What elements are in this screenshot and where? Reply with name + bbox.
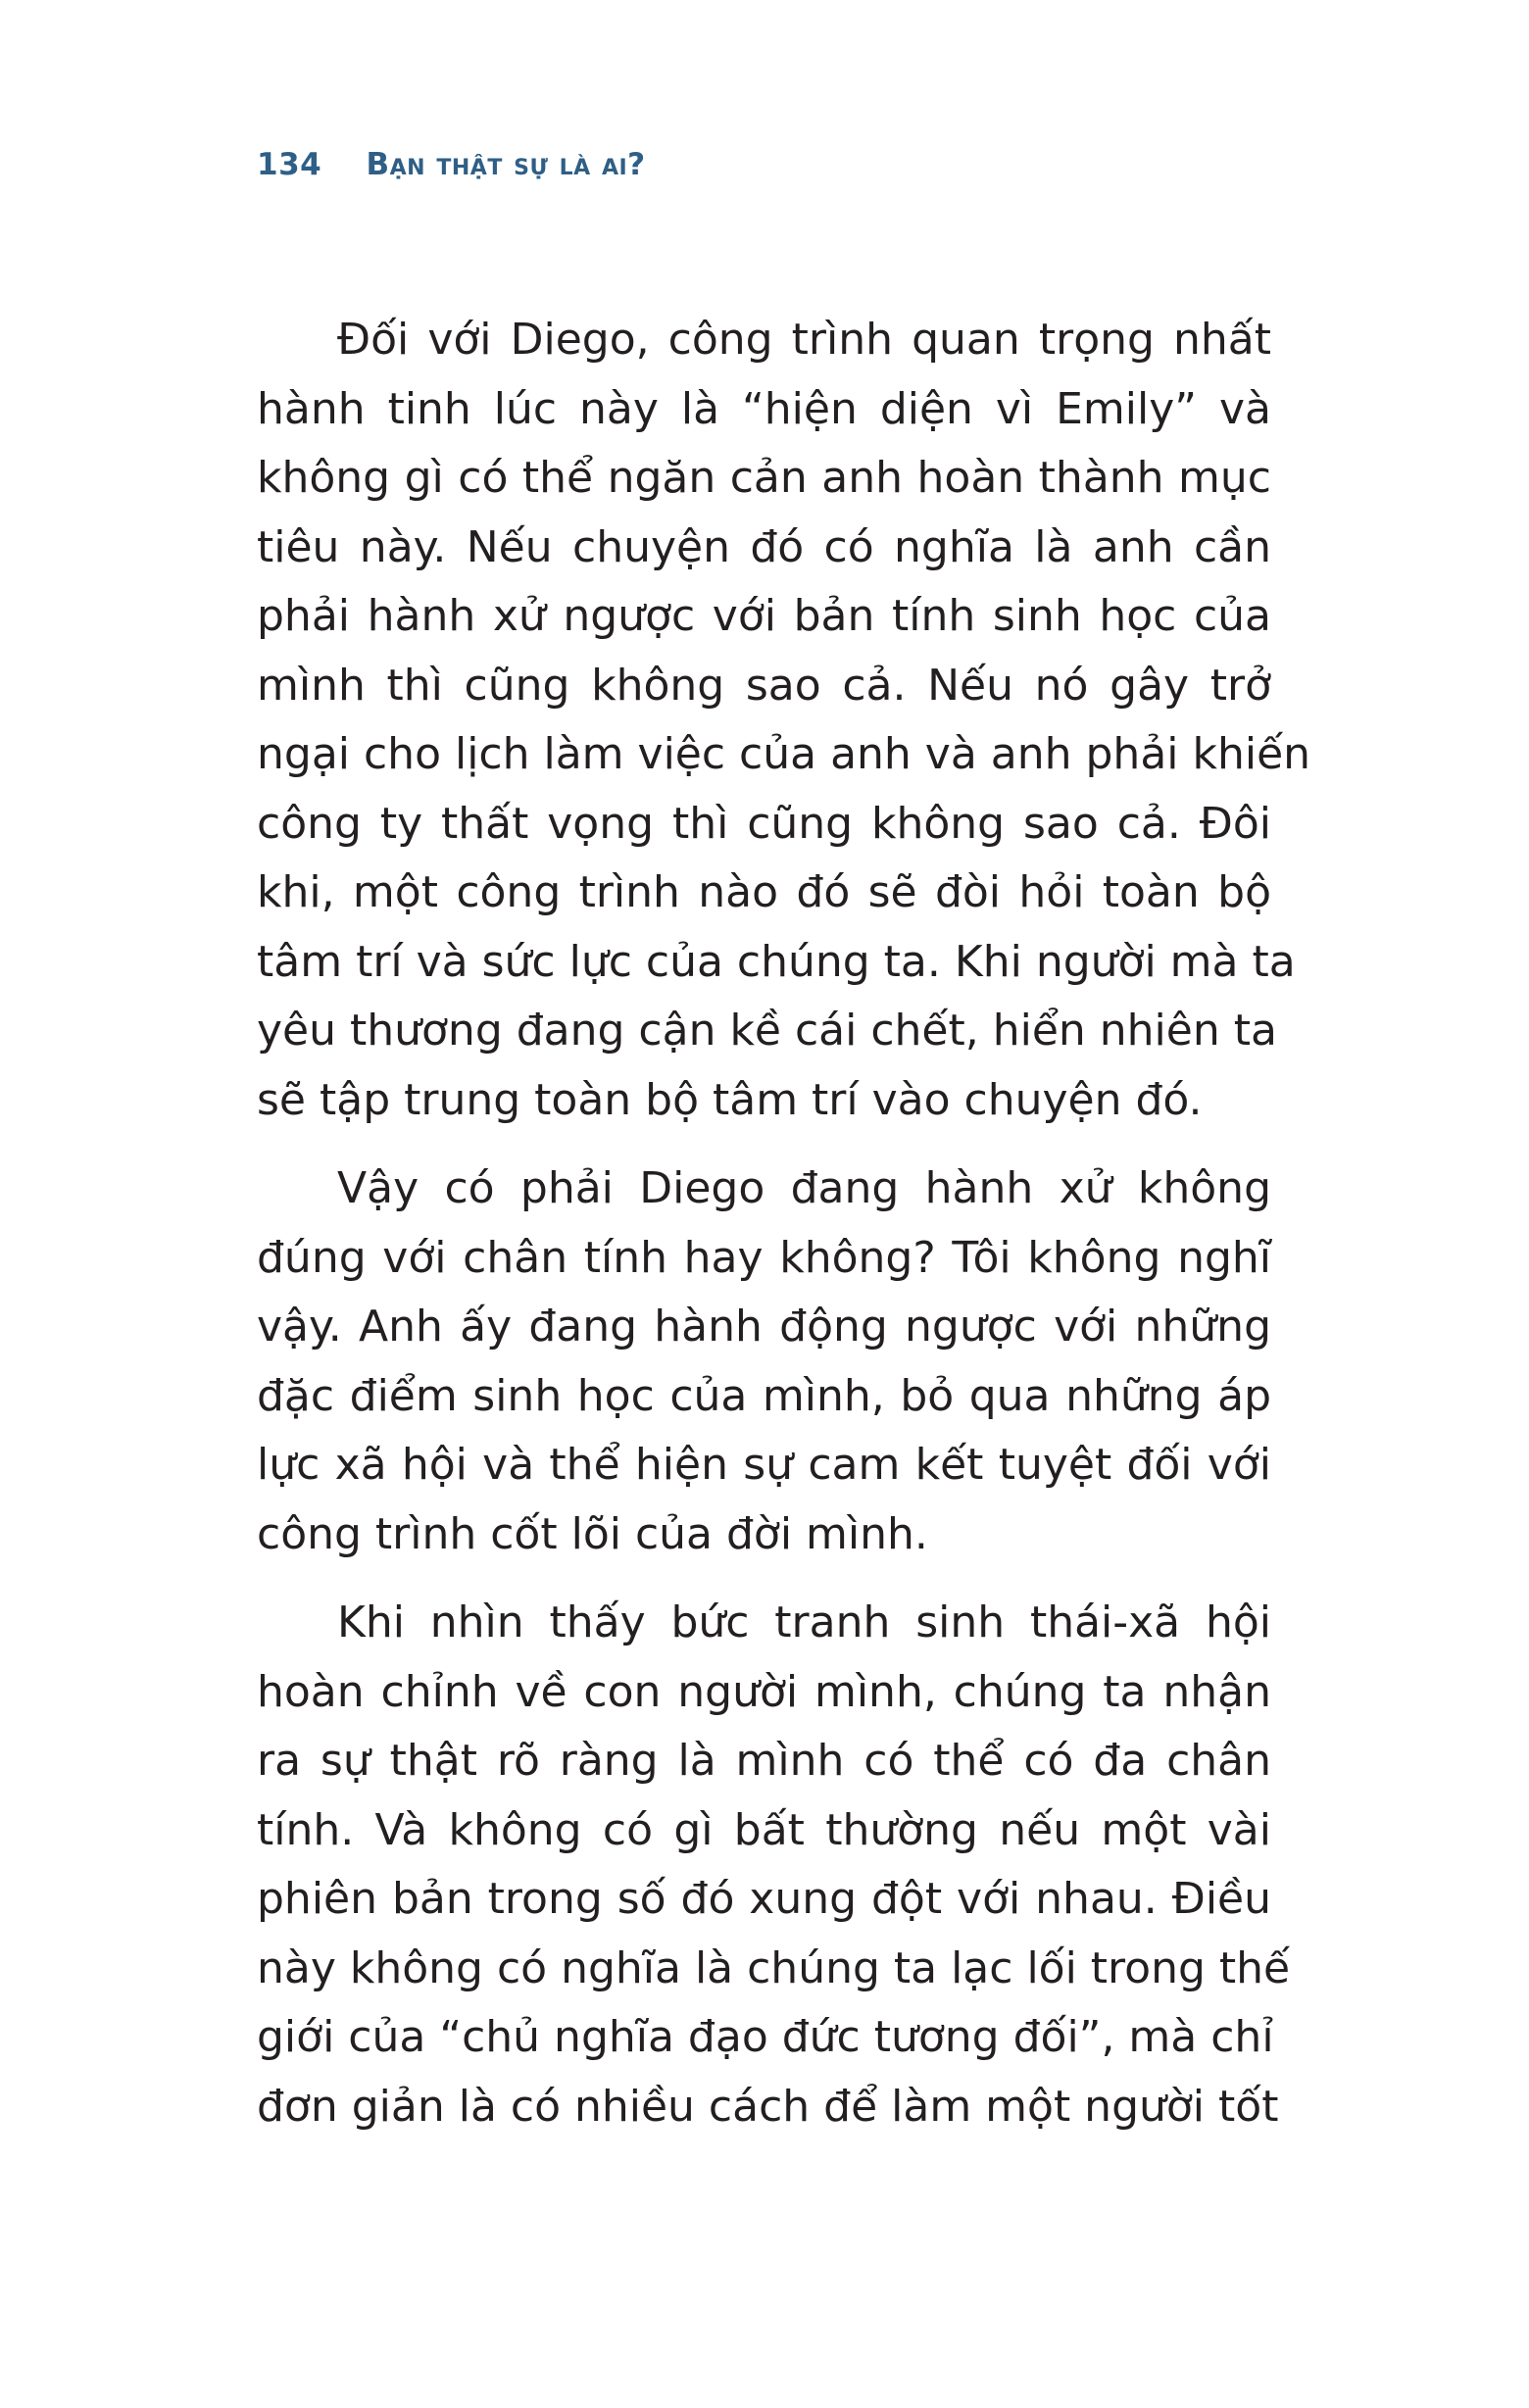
- paragraph-1: [257, 306, 1311, 1135]
- text-line: công ty thất vọng thì cũng không sao cả. Đôi: [257, 798, 1271, 849]
- text-line: tiêu này. Nếu chuyện đó có nghĩa là anh cần: [257, 521, 1271, 572]
- text-line: ra sự thật rõ ràng là mình có thể có đa chân: [257, 1736, 1271, 1786]
- text-line: không gì có thể ngăn cản anh hoàn thành mục: [257, 453, 1271, 503]
- text-line: mình thì cũng không sao cả. Nếu nó gây trở: [257, 660, 1271, 711]
- text-line: tính. Và không có gì bất thường nếu một vài: [257, 1804, 1271, 1855]
- text-line: đúng với chân tính hay không? Tôi không nghĩ: [257, 1232, 1271, 1283]
- text-line: ngại cho lịch làm việc của anh và anh phải khiến: [257, 729, 1311, 779]
- text-line: yêu thương đang cận kề cái chết, hiển nhiên ta: [257, 1006, 1277, 1056]
- text-line: đơn giản là có nhiều cách để làm một người tốt: [257, 2081, 1279, 2132]
- text-line: Đối với Diego, công trình quan trọng nhất: [337, 315, 1271, 365]
- text-line: phải hành xử ngược với bản tính sinh học của: [257, 591, 1271, 641]
- text-line: đặc điểm sinh học của mình, bỏ qua những áp: [257, 1370, 1271, 1421]
- text-line: vậy. Anh ấy đang hành động ngược với những: [257, 1302, 1271, 1351]
- text-line: hành tinh lúc này là “hiện diện vì Emily” và: [257, 383, 1271, 434]
- text-line: giới của “chủ nghĩa đạo đức tương đối”, mà chỉ: [257, 2012, 1274, 2062]
- page-number: 134: [257, 147, 322, 182]
- paragraph-2: [257, 1155, 1271, 1569]
- text-line: này không có nghĩa là chúng ta lạc lối trong thế: [257, 1942, 1291, 1993]
- text-line: tâm trí và sức lực của chúng ta. Khi người mà ta: [257, 936, 1296, 987]
- text-line: hoàn chỉnh về con người mình, chúng ta nhận: [257, 1666, 1271, 1717]
- text-line: công trình cốt lõi của đời mình.: [257, 1508, 928, 1559]
- text-line: Khi nhìn thấy bức tranh sinh thái-xã hội: [337, 1597, 1271, 1647]
- running-head: [257, 147, 646, 182]
- text-line: phiên bản trong số đó xung đột với nhau. Điều: [257, 1874, 1271, 1924]
- book-title: Bạn thật sự là ai?: [366, 147, 646, 182]
- text-line: lực xã hội và thể hiện sự cam kết tuyệt đối với: [257, 1440, 1271, 1490]
- text-line: sẽ tập trung toàn bộ tâm trí vào chuyện đó.: [257, 1074, 1203, 1125]
- paragraph-3: [257, 1589, 1291, 2141]
- body-text: [257, 306, 1311, 2161]
- text-line: Vậy có phải Diego đang hành xử không: [337, 1163, 1271, 1213]
- text-line: khi, một công trình nào đó sẽ đòi hỏi toàn bộ: [257, 867, 1271, 917]
